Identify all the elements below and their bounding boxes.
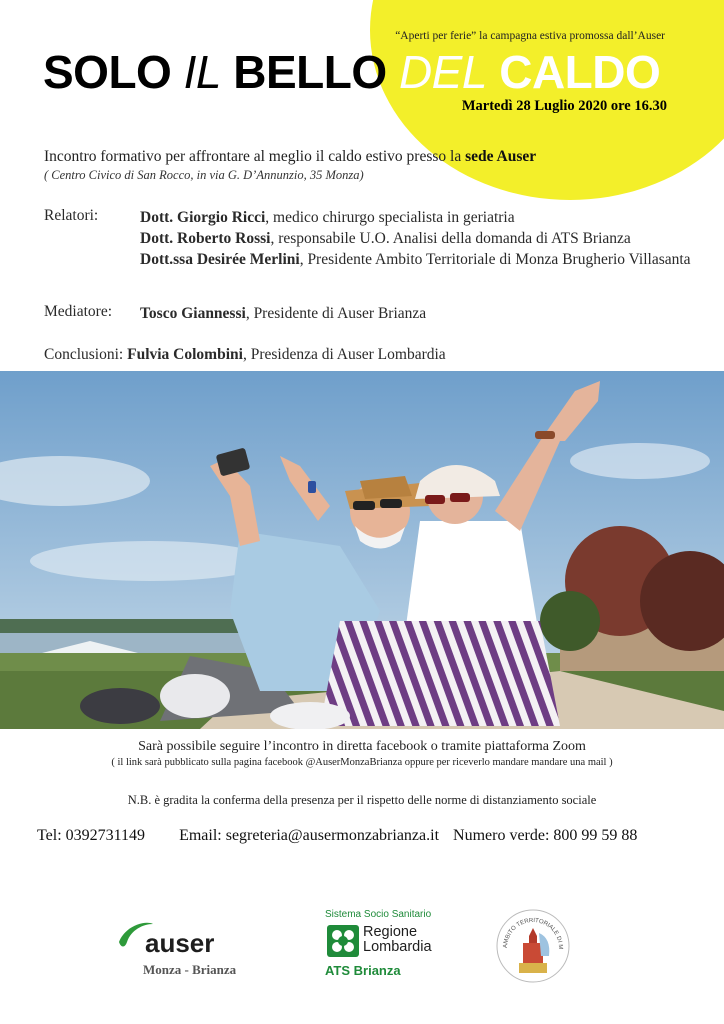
auser-subtitle: Monza - Brianza (143, 962, 237, 977)
seal-text: AMBITO TERRITORIALE DI M (502, 917, 564, 950)
title-word-il: IL (183, 46, 221, 98)
couple-selfie-photo (0, 371, 724, 729)
speaker-name: Dott.ssa Desirée Merlini (140, 251, 300, 268)
title-word-bello: BELLO (233, 46, 387, 98)
mediator (140, 303, 710, 324)
conclusions-label: Conclusioni: (44, 346, 124, 363)
conclusions (44, 346, 446, 364)
venue-address: ( Centro Civico di San Rocco, in via G. D’Annunzio, 35 Monza) (44, 168, 364, 182)
email-address[interactable]: Email: segreteria@ausermonzabrianza.it (179, 827, 440, 844)
regione-lombardia-logo (323, 907, 458, 982)
page-title (43, 44, 660, 100)
rl-name-line1: Regione (363, 924, 418, 940)
speaker-role: , responsabile U.O. Analisi della domanda di ATS Brianza (270, 230, 631, 247)
mediator-role: , Presidente di Auser Brianza (245, 305, 427, 322)
auser-logo (115, 918, 285, 980)
phone-number[interactable]: Tel: 0392731149 (37, 827, 146, 844)
ambito-territoriale-seal (495, 908, 571, 984)
speaker-name: Dott. Roberto Rossi (140, 230, 271, 247)
intro-highlight: sede Auser (465, 148, 537, 165)
speaker-2 (140, 228, 710, 249)
title-word-solo: SOLO (43, 46, 172, 98)
speakers-label: Relatori: (44, 207, 99, 224)
rl-ats-text: ATS Brianza (325, 963, 401, 978)
rl-top-text: Sistema Socio Sanitario (325, 909, 432, 920)
speaker-name: Dott. Giorgio Ricci (140, 209, 266, 226)
rl-name-line2: Lombardia (363, 939, 432, 955)
intro-body: Incontro formativo per affrontare al meglio il caldo estivo presso la (44, 148, 466, 165)
auser-name: auser (145, 928, 215, 958)
conclusions-name: Fulvia Colombini (127, 346, 243, 363)
mediator-name: Tosco Giannessi (140, 305, 246, 322)
speaker-role: , Presidente Ambito Territoriale di Monza Brugherio Villasanta (299, 251, 691, 268)
nb-note: N.B. è gradita la conferma della presenza per il rispetto delle norme di distanziamento sociale (127, 793, 597, 807)
rl-rose-icon (327, 925, 359, 957)
conclusions-role: , Presidenza di Auser Lombardia (242, 346, 446, 363)
stream-note: ( il link sarà pubblicato sulla pagina facebook @AuserMonzaBrianza oppure per riceverlo mandare mandare una mail ) (111, 757, 613, 768)
speaker-role: , medico chirurgo specialista in geriatria (265, 209, 515, 226)
stream-info: Sarà possibile seguire l’incontro in diretta facebook o tramite piattaforma Zoom (138, 739, 586, 754)
event-date: Martedì 28 Luglio 2020 ore 16.30 (461, 98, 667, 114)
contacts-line (37, 827, 637, 845)
title-word-caldo: CALDO (499, 46, 661, 98)
photo-illustration (0, 371, 724, 729)
intro-text (44, 148, 536, 166)
speaker-1 (140, 207, 710, 228)
seal-emblem-icon (495, 908, 571, 984)
campaign-tagline: “Aperti per ferie” la campagna estiva promossa dall’Auser (395, 30, 665, 42)
toll-free-number[interactable]: Numero verde: 800 99 59 88 (453, 827, 638, 844)
speaker-3 (140, 249, 710, 270)
title-word-del: DEL (398, 46, 487, 98)
mediator-label: Mediatore: (44, 303, 113, 320)
